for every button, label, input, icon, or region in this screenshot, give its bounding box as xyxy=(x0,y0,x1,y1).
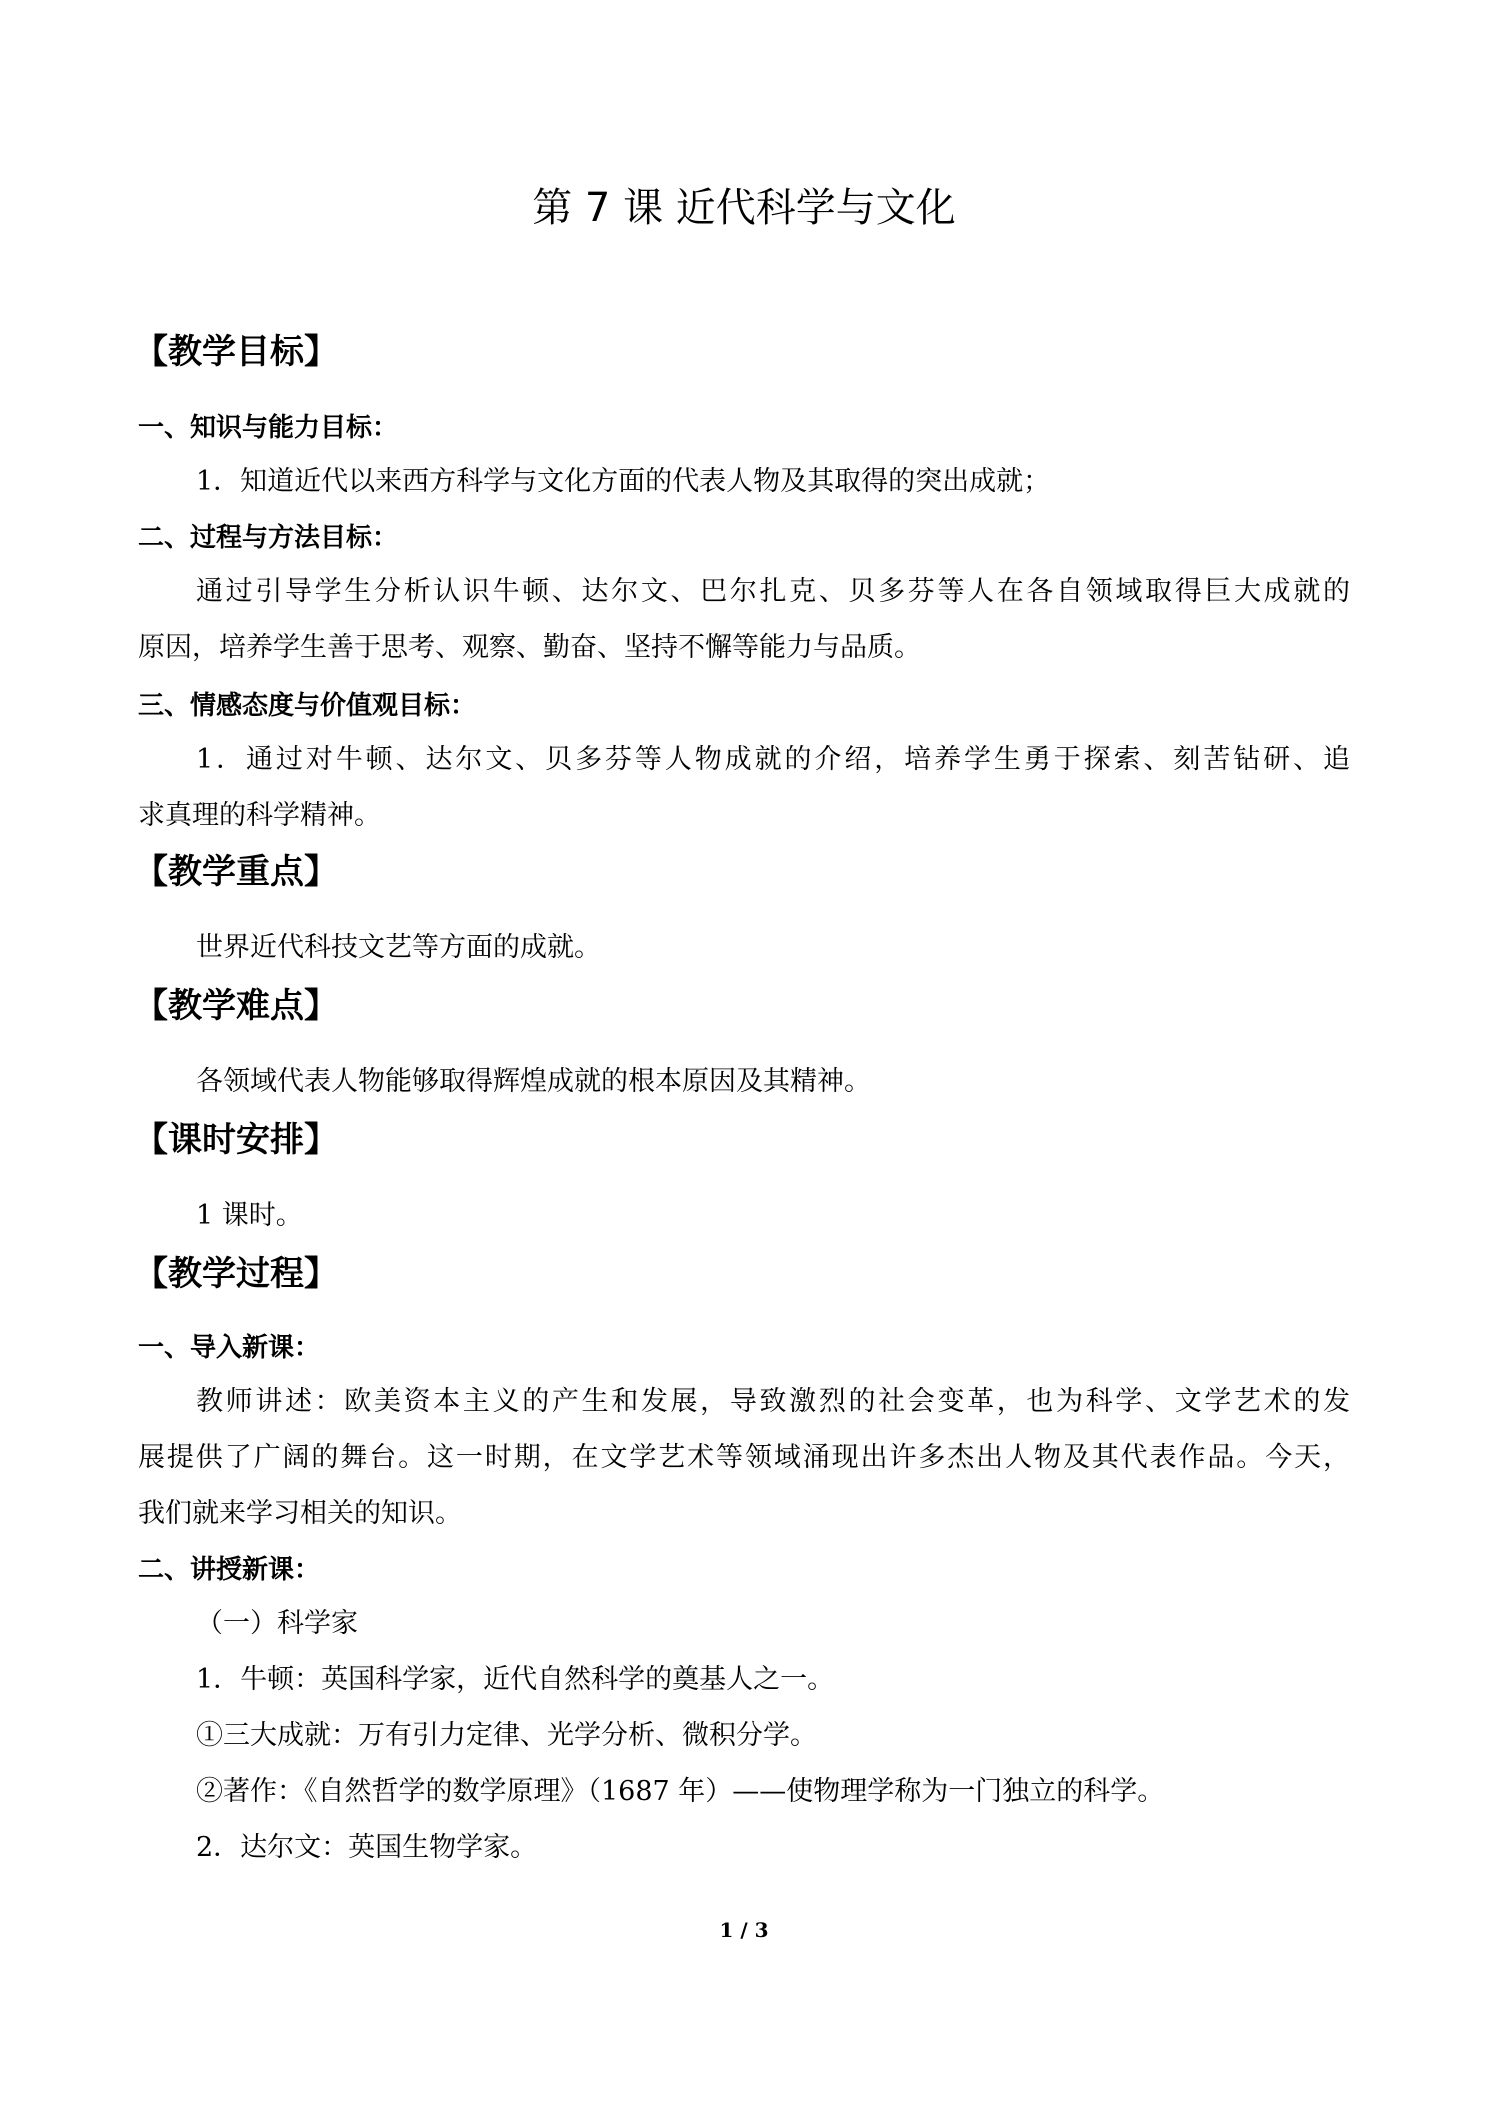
heading-emotion: 三、情感态度与价值观目标： xyxy=(138,691,477,721)
intro-paragraph-line: 展提供了广阔的舞台。这一时期，在文学艺术等领域涌现出许多杰出人物及其代表作品。今天， xyxy=(138,1442,1350,1473)
page-number: 1 / 3 xyxy=(719,1918,769,1942)
page-title: 第 7 课 近代科学与文化 xyxy=(532,185,956,231)
newton-achievements: ①三大成就：万有引力定律、光学分析、微积分学。 xyxy=(196,1720,817,1751)
heading-intro: 一、导入新课： xyxy=(138,1333,321,1363)
schedule-text: 1 课时。 xyxy=(196,1200,303,1231)
emotion-paragraph-line: 求真理的科学精神。 xyxy=(138,800,381,831)
heading-teach: 二、讲授新课： xyxy=(138,1555,321,1585)
difficulty-text: 各领域代表人物能够取得辉煌成就的根本原因及其精神。 xyxy=(196,1066,871,1097)
intro-paragraph-line: 教师讲述：欧美资本主义的产生和发展，导致激烈的社会变革，也为科学、文学艺术的发 xyxy=(196,1386,1350,1417)
heading-process-method: 二、过程与方法目标： xyxy=(138,523,399,553)
heading-keypoint: 【教学重点】 xyxy=(134,852,338,892)
heading-process: 【教学过程】 xyxy=(134,1254,338,1294)
keypoint-text: 世界近代科技文艺等方面的成就。 xyxy=(196,932,601,963)
process-paragraph-line: 原因，培养学生善于思考、观察、勤奋、坚持不懈等能力与品质。 xyxy=(138,632,921,663)
emotion-paragraph-line: 1．通过对牛顿、达尔文、贝多芬等人物成就的介绍，培养学生勇于探索、刻苦钻研、追 xyxy=(196,744,1350,775)
process-paragraph-line: 通过引导学生分析认识牛顿、达尔文、巴尔扎克、贝多芬等人在各自领域取得巨大成就的 xyxy=(196,576,1350,607)
section-scientists: （一）科学家 xyxy=(196,1608,358,1639)
knowledge-item: 1．知道近代以来西方科学与文化方面的代表人物及其取得的突出成就； xyxy=(196,466,1051,497)
darwin-line: 2．达尔文：英国生物学家。 xyxy=(196,1832,538,1863)
heading-knowledge: 一、知识与能力目标： xyxy=(138,413,399,443)
newton-line: 1．牛顿：英国科学家，近代自然科学的奠基人之一。 xyxy=(196,1664,835,1695)
heading-difficulty: 【教学难点】 xyxy=(134,986,338,1026)
intro-paragraph-line: 我们就来学习相关的知识。 xyxy=(138,1498,462,1529)
newton-work: ②著作：《自然哲学的数学原理》（1687 年）——使物理学称为一门独立的科学。 xyxy=(196,1776,1165,1807)
heading-objectives: 【教学目标】 xyxy=(134,332,338,372)
heading-schedule: 【课时安排】 xyxy=(134,1120,338,1160)
